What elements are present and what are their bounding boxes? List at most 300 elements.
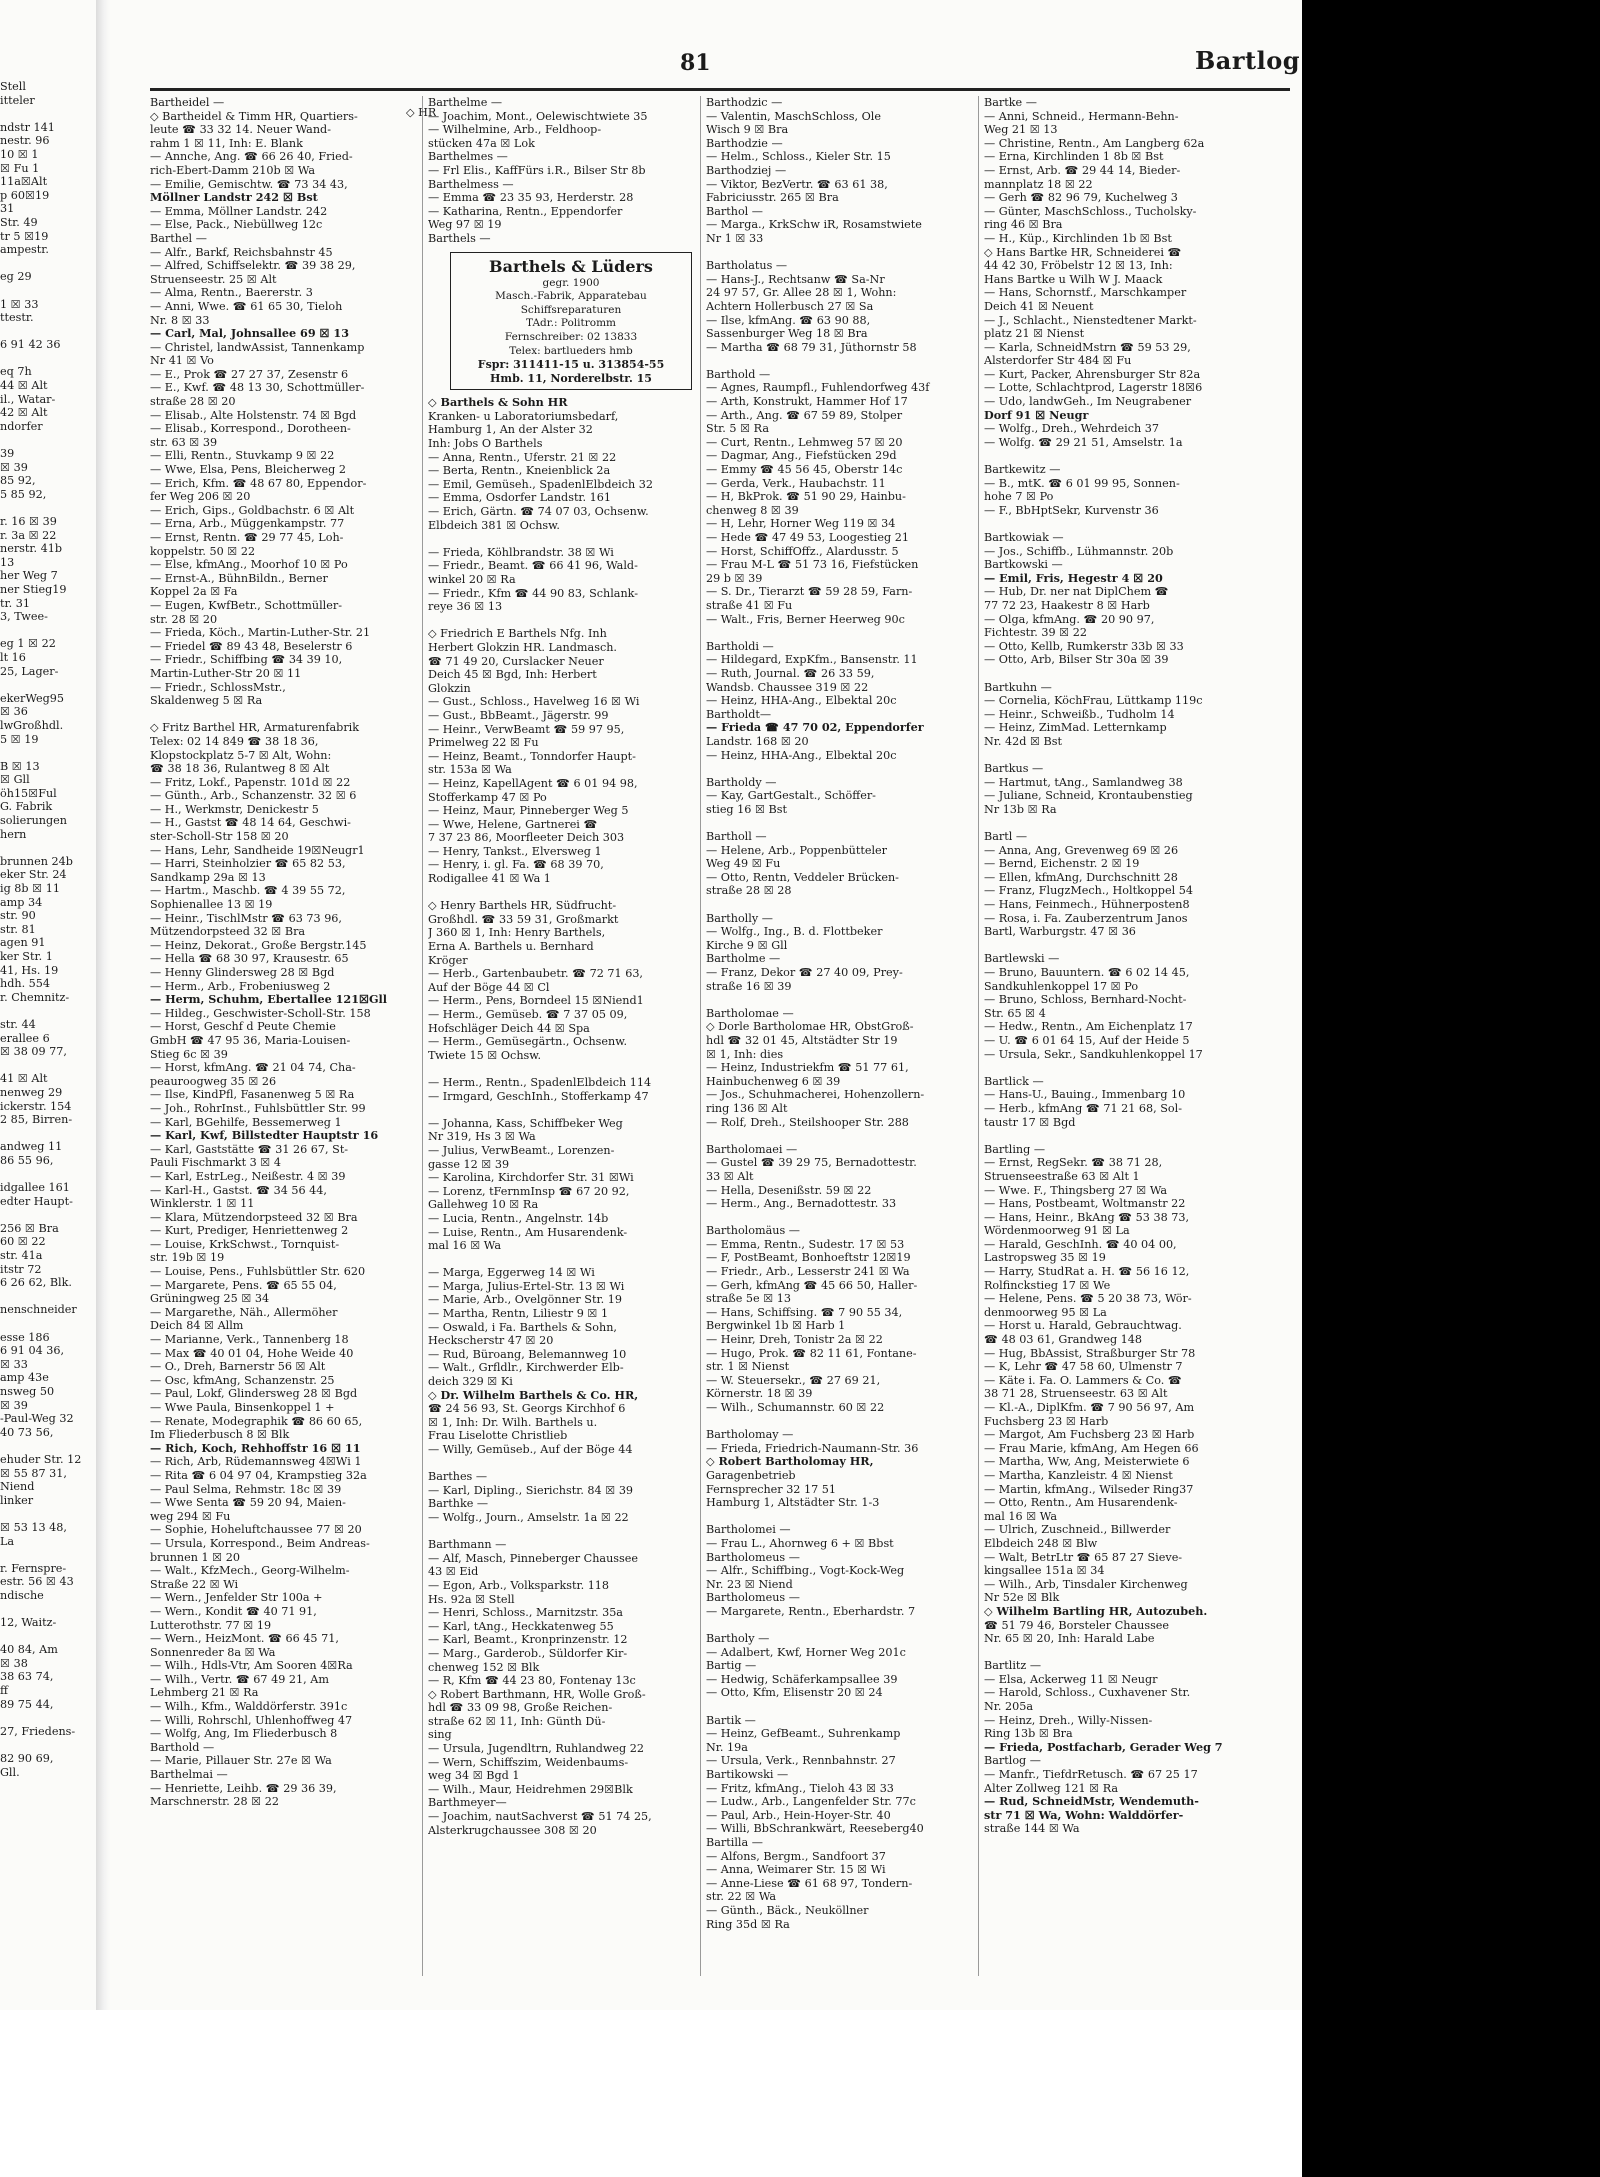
directory-entry: — Ernst-A., BühnBildn., Berner (150, 571, 328, 585)
directory-entry: gasse 12 ☒ 39 (428, 1157, 510, 1171)
directory-entry: — Herm., Arb., Frobeniusweg 2 (150, 979, 331, 993)
directory-entry (706, 898, 974, 912)
directory-entry: Bartholomei — (706, 1523, 791, 1537)
directory-entry: Bartkuhn — (984, 680, 1052, 694)
column-2 (406, 96, 696, 1837)
directory-entry: — Franz, Dekor ☎ 27 40 09, Prey- (706, 966, 903, 979)
directory-entry: — Ursula, Sekr., Sandkuhlenkoppel 17 (984, 1047, 1203, 1061)
ad-line5: Telex: bartlueders hmb (509, 344, 633, 357)
directory-entry: rahm 1 ☒ 11, Inh: E. Blank (150, 136, 303, 150)
directory-entry: Bartkewitz — (984, 463, 1061, 477)
left-page-fragment (0, 80, 95, 1779)
fragment-line (0, 1738, 95, 1752)
directory-entry: hohe 7 ☒ Po (984, 490, 1054, 504)
directory-entry: — Hildegard, ExpKfm., Bansenstr. 11 (706, 653, 918, 667)
directory-entry: Achtern Hollerbusch 27 ☒ Sa (706, 299, 874, 313)
fragment-line: Str. 49 (0, 215, 38, 229)
directory-entry: — Heinr., VerwBeamt ☎ 59 97 95, (428, 722, 625, 736)
directory-entry: Bartholme — (706, 952, 781, 966)
directory-entry: Weg 97 ☒ 19 (428, 218, 502, 232)
fragment-line: 2 85, Birren- (0, 1113, 73, 1127)
directory-entry: — Udo, landwGeh., Im Neugrabener (984, 395, 1192, 409)
directory-entry: — Herm., Pens, Borndeel 15 ☒Niend1 (428, 994, 644, 1008)
directory-entry: Bartik — (706, 1713, 756, 1727)
directory-entry: — Fritz, kfmAng., Tieloh 43 ☒ 33 (706, 1781, 894, 1795)
directory-entry: Lehmberg 21 ☒ Ra (150, 1686, 259, 1700)
fragment-line: 1 ☒ 33 (0, 297, 39, 311)
fragment-line: ndstr 141 (0, 120, 55, 134)
directory-entry: — Henri, Schloss., Marnitzstr. 35a (428, 1606, 623, 1620)
directory-entry: chenweg 152 ☒ Blk (428, 1660, 540, 1674)
directory-entry: — Wern., Jenfelder Str 100a + (150, 1591, 323, 1605)
directory-entry: Struenseestraße 63 ☒ Alt 1 (984, 1169, 1140, 1183)
fragment-line: -Paul-Weg 32 (0, 1412, 74, 1426)
directory-entry: — Günth., Bäck., Neuköllner (706, 1903, 869, 1917)
directory-entry: Bartholy — (706, 1632, 770, 1646)
directory-entry: — Wern., HeizMont. ☎ 66 45 71, (150, 1632, 339, 1646)
advertisement-box (450, 252, 692, 391)
directory-entry: 38 71 28, Struenseestr. 63 ☒ Alt (984, 1387, 1168, 1401)
directory-entry: — Herm., Ang., Bernadottestr. 33 (706, 1197, 897, 1211)
directory-entry: Barthmann — (428, 1538, 507, 1552)
directory-entry: — Wolfg, Ang, Im Fliederbusch 8 (150, 1727, 338, 1741)
fragment-line: ickerstr. 154 (0, 1099, 72, 1113)
directory-entry: Deich 84 ☒ Allm (150, 1319, 244, 1333)
directory-entry: — Valentin, MaschSchloss, Ole (706, 109, 882, 123)
directory-entry: — Henriette, Leihb. ☎ 29 36 39, (150, 1781, 337, 1795)
directory-entry: — Renate, Modegraphik ☎ 86 60 65, (150, 1414, 363, 1428)
directory-entry: koppelstr. 50 ☒ 22 (150, 544, 256, 558)
column-1 (150, 96, 418, 1809)
directory-entry: Bartholomeus — (706, 1591, 800, 1605)
directory-entry: 43 ☒ Eid (428, 1565, 479, 1579)
directory-entry: ☒ 1, Inh: dies (706, 1047, 784, 1061)
directory-entry: — Hartmut, tAng., Samlandweg 38 (984, 775, 1183, 789)
directory-entry: Gallehweg 10 ☒ Ra (428, 1198, 539, 1212)
directory-entry: ☎ 71 49 20, Curslacker Neuer (428, 654, 604, 668)
directory-entry: Großhdl. ☎ 33 59 31, Großmarkt (428, 912, 619, 926)
directory-entry: — Christel, landwAssist, Tannenkamp (150, 340, 365, 354)
directory-entry: — H., Küp., Kirchlinden 1b ☒ Bst (984, 231, 1172, 245)
directory-entry: Bartkowiak — (984, 531, 1064, 544)
directory-entry: — Harold, Schloss., Cuxhavener Str. (984, 1686, 1191, 1700)
directory-entry: ◇ Robert Barthmann, HR, Wolle Groß- (428, 1687, 646, 1701)
ad-line1: Masch.-Fabrik, Apparatebau (495, 290, 647, 303)
directory-entry: — Heinz, HHA-Ang., Elbektal 20c (706, 748, 897, 762)
directory-entry: Barthol — (706, 204, 763, 218)
directory-entry: — Karl, Kwf, Billstedter Hauptstr 16 (150, 1129, 379, 1143)
directory-entry (428, 1103, 696, 1117)
directory-entry: — Egon, Arb., Volksparkstr. 118 (428, 1578, 610, 1592)
directory-entry: — Margarethe, Näh., Allermöher (150, 1305, 338, 1319)
fragment-line (0, 352, 95, 366)
directory-entry: weg 294 ☒ Fu (150, 1509, 231, 1523)
fragment-line: r. 16 ☒ 39 (0, 515, 57, 528)
directory-entry: kingsallee 151a ☒ 34 (984, 1564, 1105, 1578)
fragment-line (0, 1711, 95, 1725)
directory-entry: — Willi, Rohrschl, Uhlenhoffweg 47 (150, 1713, 353, 1727)
directory-entry: str. 22 ☒ Wa (706, 1890, 777, 1904)
fragment-line: r. 3a ☒ 22 (0, 528, 57, 542)
directory-entry: Glokzin (428, 681, 471, 695)
directory-entry (984, 1646, 1252, 1660)
column-4 (984, 96, 1252, 1836)
ad-prefix: ◇ HR (406, 105, 437, 119)
fragment-line: str. 41a (0, 1249, 43, 1263)
directory-entry: Auf der Böge 44 ☒ Cl (428, 980, 550, 994)
directory-entry: Straße 22 ☒ Wi (150, 1577, 239, 1591)
fragment-line: ampestr. (0, 243, 49, 257)
ad-phone: Fspr: 311411-15 u. 313854-55 (477, 358, 665, 372)
directory-entry: — Martha, Rentn, Liliestr 9 ☒ 1 (428, 1307, 609, 1321)
directory-entry: Stieg 6c ☒ 39 (150, 1047, 228, 1061)
directory-entry: — Heinz, Beamt., Tonndorfer Haupt- (428, 749, 636, 763)
directory-entry: 44 42 30, Fröbelstr 12 ☒ 13, Inh: (984, 259, 1173, 273)
directory-entry: ☎ 24 56 93, St. Georgs Kirchhof 6 (428, 1402, 626, 1416)
directory-entry: — Marga., KrkSchw iR, Rosamstwiete (706, 218, 922, 232)
directory-entry: — Erna, Arb., Müggenkampstr. 77 (150, 517, 345, 531)
directory-entry: — Frieda, Postfacharb, Gerader Weg 7 (984, 1740, 1223, 1754)
directory-entry: — Ludw., Arb., Langenfelder Str. 77c (706, 1795, 916, 1809)
directory-entry: str. 19b ☒ 19 (150, 1251, 225, 1265)
fragment-line: 41 ☒ Alt (0, 1072, 48, 1086)
directory-entry: ☎ 38 18 36, Rulantweg 8 ☒ Alt (150, 762, 330, 776)
directory-entry: Nr 52e ☒ Blk (984, 1591, 1060, 1605)
directory-entry: — Karl, tAng., Heckkatenweg 55 (428, 1619, 614, 1633)
directory-entry: — Herm, Schuhm, Ebertallee 121☒Gll (150, 993, 388, 1007)
directory-entry: — Joachim, nautSachverst ☎ 51 74 25, (428, 1810, 652, 1824)
directory-entry: ◇ Bartheidel & Timm HR, Quartiers- (150, 109, 358, 123)
directory-entry: — Friedr., Kfm ☎ 44 90 83, Schlank- (428, 586, 639, 600)
directory-entry: — Berta, Rentn., Kneienblick 2a (428, 464, 611, 478)
directory-entry: — Wilh., Hdls-Vtr, Am Sooren 4☒Ra (150, 1659, 353, 1673)
directory-entry: — Emma, Möllner Landstr. 242 (150, 204, 328, 218)
directory-entry: Frau Liselotte Christlieb (428, 1429, 568, 1443)
directory-entry: — Hede ☎ 47 49 53, Loogestieg 21 (706, 531, 909, 544)
directory-entry: — Jos., Schuhmacherei, Hohenzollern- (706, 1088, 925, 1102)
directory-entry: — Walt, BetrLtr ☎ 65 87 27 Sieve- (984, 1550, 1183, 1564)
directory-entry: — Erich, Gips., Goldbachstr. 6 ☒ Alt (150, 503, 355, 517)
directory-entry: Elbdeich 248 ☒ Blw (984, 1536, 1098, 1550)
directory-entry: Barthelmes — (428, 150, 508, 164)
directory-entry: — Marie, Arb., Ovelgönner Str. 19 (428, 1293, 622, 1307)
directory-entry: — F., BbHptSekr, Kurvenstr 36 (984, 503, 1159, 517)
fragment-line: Niend (0, 1480, 35, 1494)
fragment-line: 89 75 44, (0, 1697, 54, 1711)
directory-entry: — Gust., BbBeamt., Jägerstr. 99 (428, 708, 609, 722)
directory-entry: stücken 47a ☒ Lok (428, 136, 535, 150)
directory-entry (428, 886, 696, 900)
directory-entry: — Emil, Fris, Hegestr 4 ☒ 20 (984, 571, 1163, 585)
directory-entry: Nr. 23 ☒ Niend (706, 1577, 793, 1591)
directory-entry: — Wwe, Elsa, Pens, Bleicherweg 2 (150, 463, 346, 477)
fragment-line: ☒ 39 (0, 460, 28, 474)
directory-entry: — Wern, Schiffszim, Weidenbaums- (428, 1755, 629, 1769)
directory-entry: — Otto, Kellb, Rumkerstr 33b ☒ 33 (984, 639, 1184, 653)
directory-entry: Bartlitz — (984, 1659, 1042, 1673)
fragment-line: ☒ 36 (0, 705, 28, 719)
directory-entry: — Hedwig, Schäferkampsallee 39 (706, 1672, 898, 1686)
fragment-line: itteler (0, 93, 35, 107)
directory-entry (984, 1129, 1252, 1143)
directory-entry: Telex: 02 14 849 ☎ 38 18 36, (150, 734, 319, 748)
fragment-line (0, 433, 95, 447)
ad-address: Hmb. 11, Norderelbstr. 15 (490, 371, 652, 385)
directory-entry: — Anna, Rentn., Uferstr. 21 ☒ 22 (428, 450, 617, 464)
directory-entry: — Fritz, Lokf., Papenstr. 101d ☒ 22 (150, 775, 351, 789)
directory-entry: — U. ☎ 6 01 64 15, Auf der Heide 5 (984, 1033, 1190, 1047)
directory-entry: deich 329 ☒ Ki (428, 1375, 513, 1389)
column-divider (422, 96, 423, 1976)
directory-entry: Bartilla — (706, 1836, 763, 1849)
directory-entry: — Marga, Eggerweg 14 ☒ Wi (428, 1266, 595, 1280)
directory-entry: Bartkus — (984, 762, 1044, 776)
directory-entry: — Herm., Gemüsegärtn., Ochsenw. (428, 1035, 628, 1049)
directory-entry: — Hans, Schiffsing. ☎ 7 90 55 34, (706, 1305, 903, 1319)
directory-entry: Skaldenweg 5 ☒ Ra (150, 694, 263, 708)
directory-entry: Deich 41 ☒ Neuent (984, 299, 1094, 313)
directory-entry: ◇ Henry Barthels HR, Südfrucht- (428, 899, 617, 913)
directory-entry: — Bruno, Schloss, Bernhard-Nocht- (984, 993, 1187, 1007)
fragment-line: 3, Twee- (0, 610, 48, 624)
directory-entry: ☎ 48 03 61, Grandweg 148 (984, 1333, 1143, 1347)
scan-border (1302, 0, 1600, 2177)
fragment-line: 12, Waitz- (0, 1616, 57, 1630)
fragment-line (0, 257, 95, 271)
directory-entry: — Karla, SchneidMstrn ☎ 59 53 29, (984, 340, 1191, 354)
ad-line2: Schiffsreparaturen (520, 303, 622, 316)
directory-entry: Fichtestr. 39 ☒ 22 (984, 626, 1088, 640)
fragment-line (0, 107, 95, 121)
directory-entry: Barthelmess — (428, 177, 514, 191)
directory-entry: — Horst u. Harald, Gebrauchtwag. (984, 1319, 1182, 1333)
directory-entry: — Ellen, kfmAng, Durchschnitt 28 (984, 870, 1178, 884)
directory-entry: — Carl, Mal, Johnsallee 69 ☒ 13 (150, 327, 349, 341)
directory-entry: — Elisab., Korrespond., Dorotheen- (150, 422, 351, 436)
directory-entry: — Heinz, Dekorat., Große Bergstr.145 (150, 938, 367, 952)
directory-entry: Primelweg 22 ☒ Fu (428, 736, 539, 750)
directory-entry (428, 1253, 696, 1267)
directory-entry: — Jos., Schiffb., Lühmannstr. 20b (984, 544, 1174, 558)
fragment-line (0, 284, 95, 298)
directory-entry: — Helene, Pens. ☎ 5 20 38 73, Wör- (984, 1292, 1192, 1306)
directory-entry: — Frl Elis., KaffFürs i.R., Bilser Str 8b (428, 163, 646, 177)
fragment-line: lt 16 (0, 650, 26, 664)
directory-entry: — Herb., kfmAng ☎ 71 21 68, Sol- (984, 1101, 1183, 1115)
directory-entry: — Rolf, Dreh., Steilshooper Str. 288 (706, 1115, 909, 1129)
fragment-line: ff (0, 1684, 8, 1698)
directory-entry: Martin-Luther-Str 20 ☒ 11 (150, 666, 302, 680)
directory-entry: — Bruno, Bauuntern. ☎ 6 02 14 45, (984, 966, 1190, 979)
directory-entry: — Gustel ☎ 39 29 75, Bernadottestr. (706, 1156, 917, 1170)
directory-entry: — Max ☎ 40 01 04, Hohe Weide 40 (150, 1346, 354, 1360)
fragment-line (0, 1059, 95, 1073)
directory-entry (706, 1211, 974, 1225)
directory-entry: — Walt., Grfldlr., Kirchwerder Elb- (428, 1361, 624, 1375)
directory-entry: Erna A. Barthels u. Bernhard (428, 940, 594, 954)
directory-entry: Sassenburger Weg 18 ☒ Bra (706, 327, 868, 341)
directory-entry (706, 762, 974, 776)
directory-entry (706, 1129, 974, 1143)
fragment-line: ndorfer (0, 419, 43, 433)
directory-entry: — Rita ☎ 6 04 97 04, Krampstieg 32a (150, 1468, 367, 1482)
directory-entry: Nr 13b ☒ Ra (984, 802, 1057, 816)
directory-entry: — Gerda, Verk., Haubachstr. 11 (706, 476, 886, 490)
directory-entry: Stofferkamp 47 ☒ Po (428, 790, 547, 804)
directory-entry: platz 21 ☒ Nienst (984, 327, 1085, 341)
directory-entry: str. 1 ☒ Nienst (706, 1360, 790, 1374)
fragment-line: edter Haupt- (0, 1194, 73, 1208)
directory-entry: — Harri, Steinholzier ☎ 65 82 53, (150, 857, 346, 871)
directory-entry: Kirche 9 ☒ Gll (706, 938, 788, 952)
directory-entry: Garagenbetrieb (706, 1468, 796, 1482)
fragment-line: nestr. 96 (0, 134, 50, 148)
directory-entry: — Heinz, HHA-Ang., Elbektal 20c (706, 694, 897, 708)
directory-entry: — Emmy ☎ 45 56 45, Oberstr 14c (706, 463, 903, 477)
fragment-line (0, 1603, 95, 1617)
fragment-line: r. Chemnitz- (0, 990, 70, 1004)
fragment-line: nsweg 50 (0, 1385, 55, 1398)
fragment-line: amp 34 (0, 895, 43, 909)
fragment-line: eg 29 (0, 270, 32, 284)
directory-entry: — R, Kfm ☎ 44 23 80, Fontenay 13c (428, 1674, 636, 1688)
fragment-line: nenschneider (0, 1303, 77, 1317)
directory-entry: — Emma ☎ 23 35 93, Herderstr. 28 (428, 191, 634, 205)
directory-entry: — Ilse, kfmAng. ☎ 63 90 88, (706, 313, 871, 327)
directory-entry: Sonnenreder 8a ☒ Wa (150, 1645, 276, 1659)
directory-entry: Barthelmai — (150, 1768, 228, 1782)
directory-entry: reye 36 ☒ 13 (428, 600, 503, 614)
directory-entry: — Emma, Osdorfer Landstr. 161 (428, 491, 612, 505)
directory-entry: straße 28 ☒ 28 (706, 884, 792, 898)
directory-entry: Elbdeich 381 ☒ Ochsw. (428, 518, 560, 532)
fragment-line: ☒ 39 (0, 1398, 28, 1412)
directory-entry: — Dagmar, Ang., Fiefstücken 29d (706, 449, 897, 463)
fragment-line: 5 85 92, (0, 487, 47, 501)
directory-entry: Lutterothstr. 77 ☒ 19 (150, 1618, 272, 1632)
directory-entry: — Osc, kfmAng, Schanzenstr. 25 (150, 1373, 335, 1387)
directory-entry: ◇ Friedrich E Barthels Nfg. Inh (428, 627, 607, 641)
directory-entry: — Lorenz, tFernmInsp ☎ 67 20 92, (428, 1184, 630, 1198)
directory-entry: — Anna, Ang, Grevenweg 69 ☒ 26 (984, 843, 1179, 857)
directory-entry: — Friedel ☎ 89 43 48, Beselerstr 6 (150, 639, 353, 653)
directory-entry (428, 1457, 696, 1471)
directory-entry: Sandkamp 29a ☒ 13 (150, 870, 266, 884)
ad-name: Barthels & Lüders (489, 256, 653, 276)
directory-entry: — Hartm., Maschb. ☎ 4 39 55 72, (150, 884, 346, 898)
fragment-line: öh15☒Ful (0, 786, 57, 800)
directory-entry: — Heinz, GefBeamt., Suhrenkamp (706, 1727, 901, 1741)
fragment-line: 44 ☒ Alt (0, 379, 48, 393)
fragment-line: 6 91 04 36, (0, 1344, 65, 1358)
directory-entry: — Ursula, Verk., Rennbahnstr. 27 (706, 1754, 896, 1768)
directory-entry: — Hans, Feinmech., Hühnerposten8 (984, 898, 1190, 912)
directory-entry: — Alfr., Barkf, Reichsbahnstr 45 (150, 245, 333, 259)
directory-entry: — S. Dr., Tierarzt ☎ 59 28 59, Farn- (706, 585, 913, 599)
directory-entry (428, 1062, 696, 1076)
directory-entry (706, 1415, 974, 1429)
directory-entry: — E., Prok ☎ 27 27 37, Zesenstr 6 (150, 367, 349, 381)
directory-entry: Twiete 15 ☒ Ochsw. (428, 1048, 542, 1062)
directory-entry (428, 532, 696, 546)
directory-entry: mannplatz 18 ☒ 22 (984, 177, 1093, 191)
directory-entry: — Ernst, RegSekr. ☎ 38 71 28, (984, 1156, 1163, 1170)
fragment-line: La (0, 1534, 15, 1548)
directory-entry: taustr 17 ☒ Bgd (984, 1115, 1076, 1129)
running-head: Bartlog (1195, 46, 1300, 75)
directory-entry: ◇ Hans Bartke HR, Schneiderei ☎ (984, 245, 1182, 259)
directory-entry: — Hans, Heinr., BkAng ☎ 53 38 73, (984, 1210, 1190, 1224)
directory-entry: — Friedr., Beamt. ☎ 66 41 96, Wald- (428, 559, 638, 573)
directory-entry: Str. 65 ☒ 4 (984, 1006, 1046, 1020)
directory-entry: — Erich, Kfm. ☎ 48 67 80, Eppendor- (150, 476, 367, 490)
directory-entry: — Ernst, Rentn. ☎ 29 77 45, Loh- (150, 531, 344, 544)
directory-entry: — Joh., RohrInst., Fuhlsbüttler Str. 99 (150, 1101, 366, 1115)
directory-entry: — Paul, Lokf, Glindersweg 28 ☒ Bgd (150, 1387, 358, 1401)
fragment-line: her Weg 7 (0, 569, 58, 583)
directory-entry: — Marg., Garderob., Süldorfer Kir- (428, 1646, 628, 1660)
directory-entry: — Karolina, Kirchdorfer Str. 31 ☒Wi (428, 1171, 634, 1185)
directory-entry: Barthodzie — (706, 136, 783, 150)
directory-entry: Hainbuchenweg 6 ☒ 39 (706, 1074, 841, 1088)
directory-entry: Nr 41 ☒ Vo (150, 354, 214, 368)
fragment-line: B ☒ 13 (0, 759, 40, 773)
directory-entry: — Wilh., Maur, Heidrehmen 29☒Blk (428, 1782, 633, 1796)
directory-entry: — Henry, i. gl. Fa. ☎ 68 39 70, (428, 858, 604, 872)
directory-entry: fer Weg 206 ☒ 20 (150, 490, 251, 504)
directory-entry: Rolfinckstieg 17 ☒ We (984, 1278, 1111, 1292)
directory-entry: Bartholdi — (706, 639, 774, 653)
directory-entry: Alter Zollweg 121 ☒ Ra (984, 1781, 1119, 1795)
directory-entry: — Annche, Ang. ☎ 66 26 40, Fried- (150, 150, 353, 164)
directory-entry: — Otto, Rentn, Veddeler Brücken- (706, 870, 899, 884)
fragment-line: hern (0, 827, 27, 841)
fragment-line: ☒ 55 87 31, (0, 1466, 67, 1480)
directory-entry: Bartkowski — (984, 558, 1063, 572)
fragment-line: str. 90 (0, 909, 36, 923)
directory-entry: — O., Dreh, Barnerstr 56 ☒ Alt (150, 1360, 326, 1374)
fragment-line: lwGroßhdl. (0, 718, 64, 732)
directory-entry: mal 16 ☒ Wa (428, 1239, 501, 1253)
directory-entry: Lastropsweg 35 ☒ 19 (984, 1251, 1106, 1265)
directory-entry: — Herm., Gemüseb. ☎ 7 37 05 09, (428, 1008, 628, 1021)
directory-entry: — Willi, BbSchrankwärt, Reeseberg40 (706, 1822, 924, 1836)
fragment-line: tr 5 ☒19 (0, 229, 49, 243)
directory-entry: Barthmeyer— (428, 1796, 507, 1810)
directory-entry: — Hans, Postbeamt, Woltmanstr 22 (984, 1197, 1186, 1211)
fragment-line (0, 678, 95, 692)
directory-entry: Heckscherstr 47 ☒ 20 (428, 1334, 554, 1348)
directory-entry: — Karl, BGehilfe, Bessemerweg 1 (150, 1115, 342, 1129)
directory-entry: — Otto, Rentn., Am Husarendenk- (984, 1496, 1178, 1510)
directory-entry: Fernsprecher 32 17 51 (706, 1482, 837, 1496)
fragment-line: ☒ 38 (0, 1656, 28, 1670)
directory-entry (428, 1525, 696, 1539)
directory-entry: — Kurt, Prediger, Henriettenweg 2 (150, 1224, 349, 1238)
directory-entry: — Horst, Geschf d Peute Chemie (150, 1020, 336, 1034)
fragment-line: Stell (0, 80, 26, 93)
directory-entry: — Friedr., Arb., Lesserstr 241 ☒ Wa (706, 1265, 910, 1279)
directory-entry: — Adalbert, Kwf, Horner Weg 201c (706, 1645, 906, 1659)
directory-entry: — Hella, Desenißstr. 59 ☒ 22 (706, 1183, 872, 1197)
directory-entry: Winklerstr. 1 ☒ 11 (150, 1197, 255, 1211)
directory-entry: — Günth., Arb., Schanzenstr. 32 ☒ 6 (150, 789, 357, 803)
directory-entry: Sophienallee 13 ☒ 19 (150, 898, 273, 912)
directory-entry: — Heinz, ZimMad. Letternkamp (984, 721, 1167, 735)
directory-entry (706, 246, 974, 260)
fragment-line: 60 ☒ 22 (0, 1235, 46, 1249)
fragment-line: itstr 72 (0, 1262, 42, 1276)
